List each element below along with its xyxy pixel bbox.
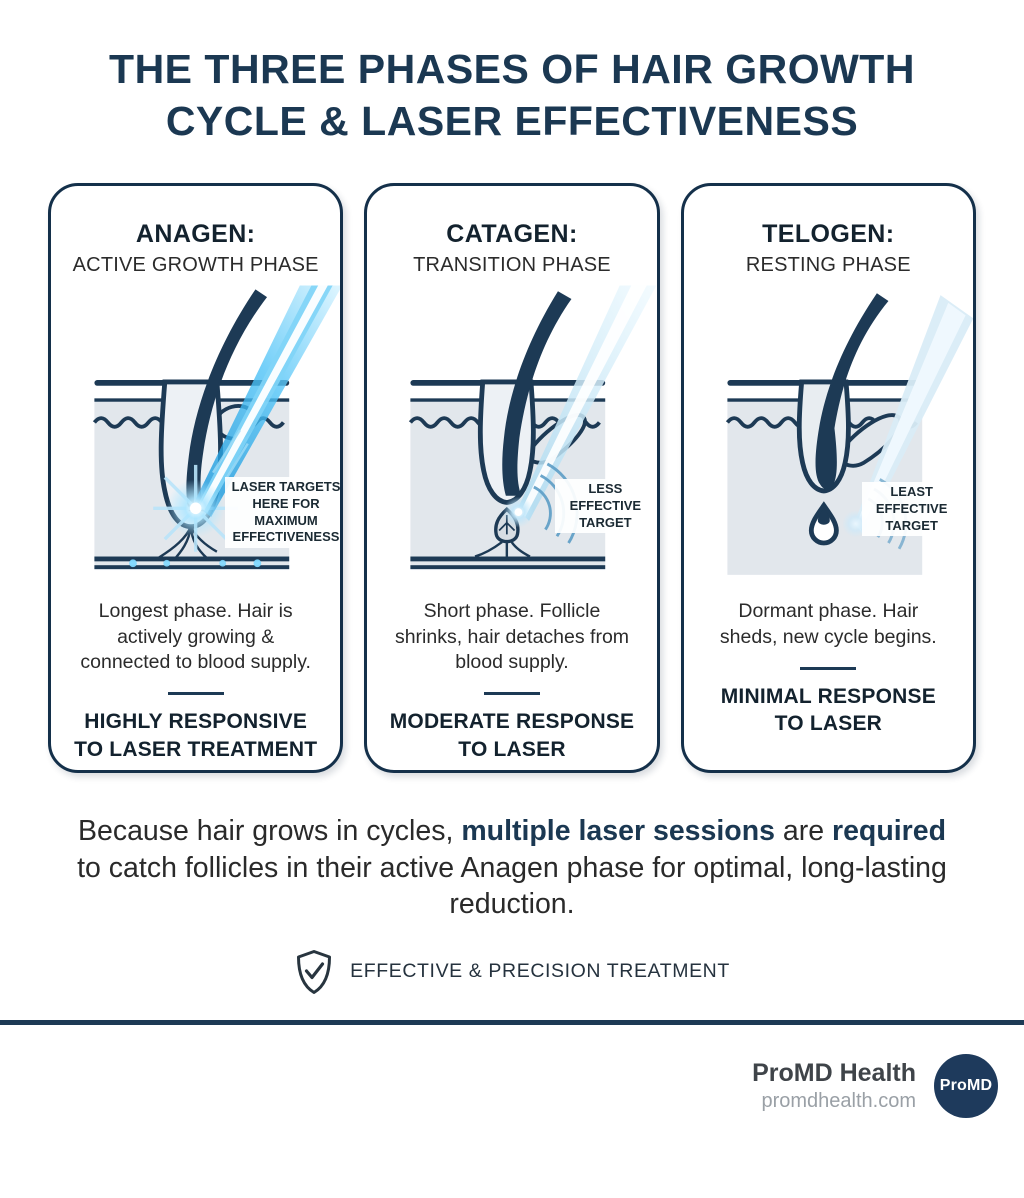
footer bbox=[0, 1025, 1024, 1147]
laser-response-label bbox=[684, 683, 973, 738]
telogen-follicle-laser-icon bbox=[684, 281, 973, 589]
response-line-1: HIGHLY RESPONSIVE bbox=[84, 710, 308, 734]
catagen-follicle-laser-icon bbox=[367, 281, 656, 589]
treatment-badge bbox=[0, 949, 1024, 995]
phase-description: Longest phase. Hair is actively growing & connected to blood supply. bbox=[80, 600, 311, 673]
impact-core bbox=[190, 503, 202, 515]
phase-cards-row bbox=[0, 183, 1024, 773]
card-divider bbox=[484, 692, 540, 695]
response-line-2: TO LASER bbox=[458, 737, 566, 761]
phase-card-catagen bbox=[364, 183, 659, 773]
summary-bold-sessions: multiple laser sessions bbox=[461, 815, 775, 848]
summary-text: to catch follicles in their active Anagen phase for optimal, long-lasting reduction. bbox=[77, 851, 947, 921]
phase-description: Short phase. Follicle shrinks, hair detaches from blood supply. bbox=[394, 600, 630, 673]
phase-name: CATAGEN: bbox=[446, 220, 578, 249]
phase-description: Dormant phase. Hair sheds, new cycle begins. bbox=[719, 600, 937, 648]
response-line-2: TO LASER bbox=[774, 712, 883, 736]
laser-target-annotation: LEAST EFFECTIVE TARGET bbox=[862, 482, 962, 536]
summary-text: Because hair grows in cycles, bbox=[77, 815, 462, 848]
phase-name: ANAGEN: bbox=[135, 220, 256, 249]
laser-target-annotation: LASER TARGETS HERE FOR MAXIMUM EFFECTIVENESS bbox=[225, 477, 343, 548]
brand-block bbox=[752, 1059, 916, 1113]
promd-logo bbox=[934, 1054, 998, 1118]
phase-card-telogen bbox=[681, 183, 976, 773]
card-divider bbox=[168, 692, 224, 695]
laser-response-label bbox=[51, 708, 340, 763]
brand-website: promdhealth.com bbox=[761, 1089, 916, 1112]
phase-subtitle: RESTING PHASE bbox=[745, 254, 911, 277]
response-line-1: MINIMAL RESPONSE bbox=[720, 685, 936, 708]
phase-subtitle: TRANSITION PHASE bbox=[413, 254, 611, 277]
telogen-illustration bbox=[684, 281, 973, 589]
badge-label: EFFECTIVE & PRECISION TREATMENT bbox=[350, 960, 730, 983]
phase-card-anagen bbox=[48, 183, 343, 773]
impact-core bbox=[515, 509, 523, 517]
card-divider bbox=[800, 667, 856, 670]
title-line-2: CYCLE & LASER EFFECTIVENESS bbox=[165, 97, 859, 144]
laser-response-label bbox=[367, 708, 656, 763]
brand-name: ProMD Health bbox=[752, 1058, 916, 1087]
summary-paragraph bbox=[72, 813, 952, 922]
hair-growth-infographic bbox=[0, 44, 1024, 1147]
anagen-illustration bbox=[51, 281, 340, 589]
shield-check-icon bbox=[294, 949, 334, 995]
response-line-2: TO LASER TREATMENT bbox=[74, 737, 318, 761]
page-title bbox=[40, 44, 984, 147]
title-line-1: THE THREE PHASES OF HAIR GROWTH bbox=[109, 46, 915, 92]
summary-text: are bbox=[774, 815, 832, 848]
phase-subtitle: ACTIVE GROWTH PHASE bbox=[72, 254, 319, 277]
response-line-1: MODERATE RESPONSE bbox=[389, 710, 635, 734]
catagen-illustration bbox=[367, 281, 656, 589]
summary-bold-required: required bbox=[831, 815, 947, 848]
phase-name: TELOGEN: bbox=[762, 220, 895, 249]
laser-target-annotation: LESS EFFECTIVE TARGET bbox=[555, 479, 655, 533]
logo-text: ProMD bbox=[939, 1076, 993, 1094]
